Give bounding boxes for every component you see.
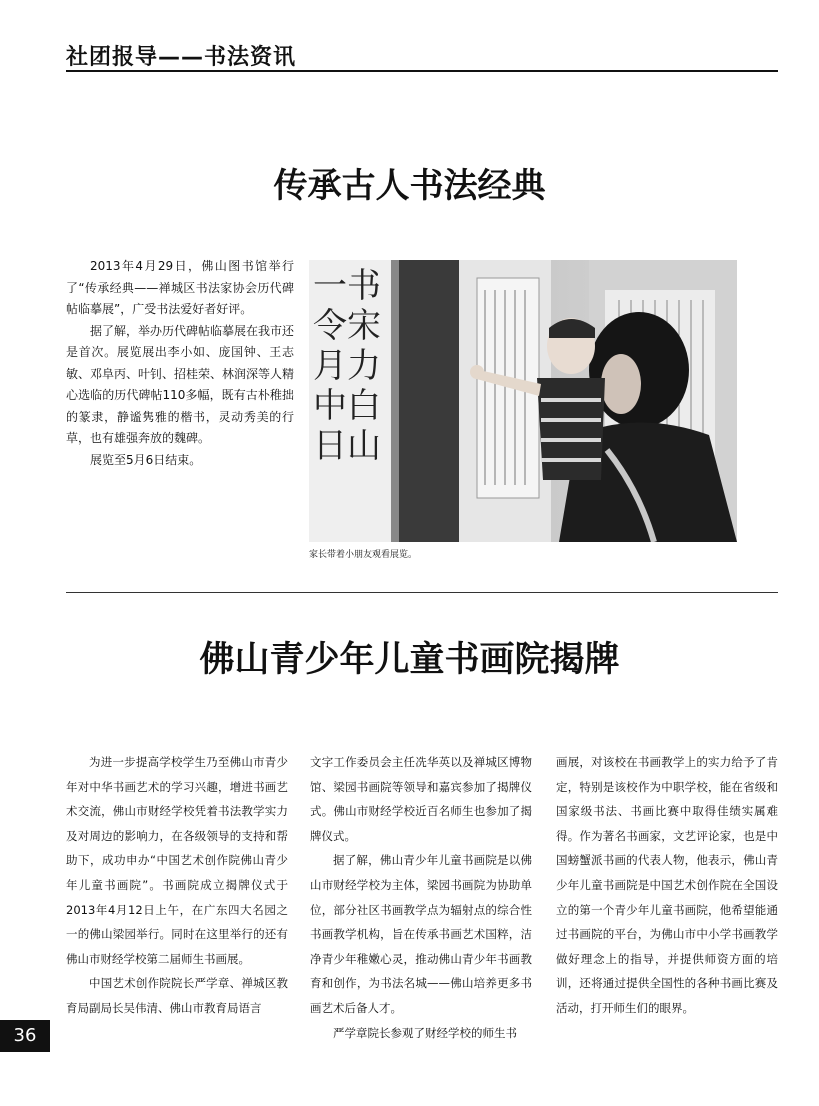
photo-caption: 家长带着小朋友观看展览。 (309, 550, 418, 560)
article2-title: 佛山青少年儿童书画院揭牌 (199, 640, 620, 680)
article2-column-1 (66, 750, 288, 1021)
calligraphy-glyph: 日 (313, 426, 347, 466)
calligraphy-glyph: 山 (347, 426, 381, 466)
header-rule (66, 70, 778, 72)
article2-paragraph: 严学章院长参观了财经学校的师生书 (333, 1025, 517, 1040)
calligraphy-glyph: 月 (313, 346, 347, 386)
calligraphy-glyph: 一 (313, 266, 347, 306)
article1-title: 传承古人书法经典 (273, 166, 546, 206)
article2-paragraph: 为进一步提高学校学生乃至佛山市青少年对中华书画艺术的学习兴趣，增进书画艺术交流，佛山市财经学校凭着书法教学实力及对周边的影响力，在各级领导的支持和帮助下，成功申办“中国艺术创作院佛山青少年儿童书画院”。书画院成立揭牌仪式于2013年4月12日上午，在广东四大名园之一的佛山梁园举行。同时在这里举行的还有佛山市财经学校第二届师生书画展。 (66, 755, 288, 966)
article1-paragraph: 据了解，举办历代碑帖临摹展在我市还是首次。展览展出李小如、庞国钟、王志敏、邓阜丙、叶钊、招桂荣、林润深等人精心选临的历代碑帖110多幅，既有古朴稚拙的篆隶，静谧隽雅的楷书，灵动秀美的行草，也有雄强奔放的魏碑。 (66, 323, 295, 445)
exhibition-photo (309, 260, 737, 542)
article1-paragraph: 展览至5月6日结束。 (90, 452, 202, 467)
section-divider (66, 592, 778, 593)
calligraphy-glyph: 白 (347, 386, 381, 426)
article1-body (66, 256, 294, 471)
article2-paragraph: 据了解，佛山青少年儿童书画院是以佛山市财经学校为主体，梁园书画院为协助单位，部分社区书画教学点为辐射点的综合性书画教学机构，旨在传承书画艺术国粹，洁净青少年稚嫩心灵，推动佛山青少年书画教育和创作，为书法名城——佛山培养更多书画艺术后备人才。 (310, 853, 532, 1015)
article2-paragraph: 文字工作委员会主任冼华英以及禅城区博物馆、梁园书画院等领导和嘉宾参加了揭牌仪式。佛山市财经学校近百名师生也参加了揭牌仪式。 (310, 755, 532, 843)
section-header-title: 社团报导——书法资讯 (66, 45, 297, 70)
calligraphy-glyph: 力 (347, 346, 381, 386)
article2-paragraph: 中国艺术创作院院长严学章、禅城区教育局副局长吴伟清、佛山市教育局语言 (66, 976, 288, 1015)
calligraphy-glyph: 中 (313, 386, 347, 426)
article1-paragraph: 2013年4月29日，佛山图书馆举行了“传承经典——禅城区书法家协会历代碑帖临摹展”，广受书法爱好者好评。 (66, 259, 294, 316)
calligraphy-glyph: 宋 (347, 306, 381, 346)
article2-paragraph: 画展，对该校在书画教学上的实力给予了肯定，特别是该校作为中职学校，能在省级和国家级书法、书画比赛中取得佳绩实属难得。作为著名书画家，文艺评论家，也是中国螃蟹派书画的代表人物，他表示，佛山青少年儿童书画院是中国艺术创作院在全国设立的第一个青少年儿童书画院，他希望能通过书画院的平台，为佛山市中小学书画教学做好理念上的指导，并提供师资方面的培训，还将通过提供全国性的各种书画比赛及活动，打开师生们的眼界。 (556, 755, 778, 1015)
article2-column-2 (310, 750, 532, 1045)
page-number: 36 (0, 1020, 50, 1052)
section-header (66, 38, 778, 72)
calligraphy-glyph: 书 (347, 266, 381, 306)
article2-column-3 (556, 750, 778, 1021)
calligraphy-glyph: 令 (313, 306, 347, 346)
